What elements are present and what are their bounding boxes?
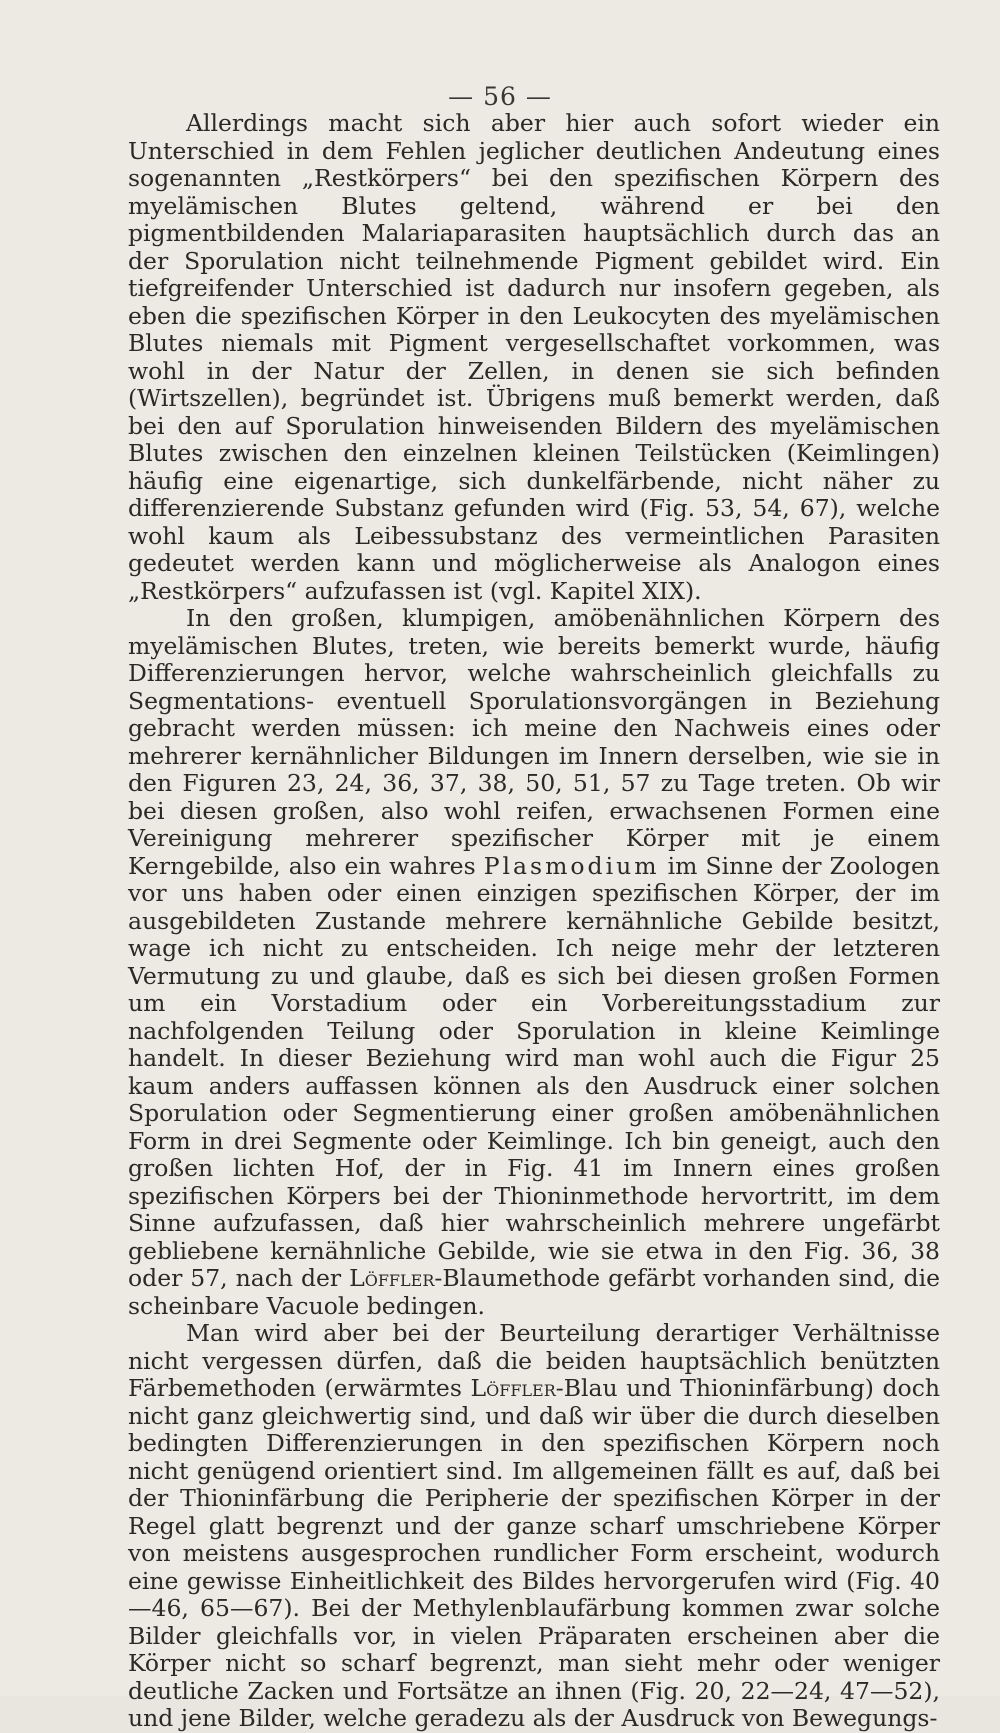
paragraph-1: [128, 110, 940, 605]
paragraph-2: [128, 605, 940, 1320]
paragraph-2-text-b: im Sinne der Zoologen vor uns haben oder einen einzigen spezifischen Körper, der im ausgebildeten Zustande mehrere kernähnliche Gebilde besitzt, wage ich nicht zu entscheiden. Ich neige mehr der letzteren Vermutung zu und glaube, daß es sich bei diesen großen Formen um ein Vorstadium oder ein Vorbereitungsstadium zur nachfolgenden Teilung oder Sporulation in kleine Keimlinge handelt. In dieser Beziehung wird man wohl auch die Figur 25 kaum anders auffassen können als den Ausdruck einer solchen Sporulation oder Segmentierung einer großen amöbenähnlichen Form in drei Segmente oder Keimlinge. Ich bin geneigt, auch den großen lichten Hof, der in Fig. 41 im Innern eines großen spezifischen Körpers bei der Thioninmethode hervortritt, im dem Sinne aufzufassen, daß hier wahrscheinlich mehrere ungefärbt gebliebene kernähnliche Gebilde, wie sie etwa in den Fig. 36, 38 oder 57, nach der: [128, 851, 940, 1292]
page-number: — 56 —: [448, 82, 552, 111]
author-name-loeffler: Löffler: [349, 1264, 435, 1292]
author-name-loeffler: Löffler: [470, 1374, 556, 1402]
paragraph-2-text-a: In den großen, klumpigen, amöbenähnlichen Körpern des myelämischen Blutes, treten, wie bereits bemerkt wurde, häufig Differenzierungen hervor, welche wahrscheinlich gleichfalls zu Segmentations- eventuell Sporulationsvorgängen in Beziehung gebracht werden müssen: ich meine den Nachweis eines oder mehrerer kernähnlicher Bildungen im Innern derselben, wie sie in den Figuren 23, 24, 36, 37, 38, 50, 51, 57 zu Tage treten. Ob wir bei diesen großen, also wohl reifen, erwachsenen Formen eine Vereinigung mehrerer spezifischer Körper mit je einem Kerngebilde, also ein wahres: [128, 604, 940, 880]
paragraph-1-text: Allerdings macht sich aber hier auch sofort wieder ein Unterschied in dem Fehlen jeglicher deutlichen Andeutung eines sogenannten „Restkörpers“ bei den spezifischen Körpern des myelämischen Blutes geltend, während er bei den pigmentbildenden Malariaparasiten hauptsächlich durch das an der Sporulation nicht teilnehmende Pigment gebildet wird. Ein tiefgreifender Unterschied ist dadurch nur insofern gegeben, als eben die spezifischen Körper in den Leukocyten des myelämischen Blutes niemals mit Pigment vergesellschaftet vorkommen, was wohl in der Natur der Zellen, in denen sie sich befinden (Wirtszellen), begründet ist. Übrigens muß bemerkt werden, daß bei den auf Sporulation hinweisenden Bildern des myelämischen Blutes zwischen den einzelnen kleinen Teilstücken (Keimlingen) häufig eine eigenartige, sich dunkelfärbende, nicht näher zu differenzierende Substanz gefunden wird (Fig. 53, 54, 67), welche wohl kaum als Leibessubstanz des vermeintlichen Parasiten gedeutet werden kann und möglicherweise als Analogon eines „Restkörpers“ aufzufassen ist (vgl. Kapitel XIX).: [128, 109, 940, 605]
paragraph-2-text-c: -Blaumethode gefärbt vorhanden sind, die scheinbare Vacuole bedingen.: [128, 1264, 940, 1320]
paragraph-3: [128, 1320, 940, 1733]
paragraph-3-text-a: Man wird aber bei der Beurteilung derartiger Verhältnisse nicht vergessen dürfen, daß die beiden hauptsächlich benützten Färbemethoden (erwärmtes: [128, 1319, 940, 1402]
body-text: [128, 110, 940, 1733]
paragraph-3-text-b: -Blau und Thioninfärbung) doch nicht ganz gleichwertig sind, und daß wir über die durch dieselben bedingten Differenzierungen in den spezifischen Körpern noch nicht genügend orientiert sind. Im allgemeinen fällt es auf, daß bei der Thioninfärbung die Peripherie der spezifischen Körper in der Regel glatt begrenzt und der ganze scharf umschriebene Körper von meistens ausgesprochen rundlicher Form erscheint, wodurch eine gewisse Einheitlichkeit des Bildes hervorgerufen wird (Fig. 40—46, 65—67). Bei der Methylenblaufärbung kommen zwar solche Bilder gleichfalls vor, in vielen Präparaten erscheinen aber die Körper nicht so scharf begrenzt, man sieht mehr oder weniger deutliche Zacken und Fortsätze an ihnen (Fig. 20, 22—24, 47—52), und jene Bilder, welche geradezu als der Ausdruck von Bewegungs-: [128, 1374, 941, 1732]
emphasis-plasmodium: Plasmodium: [483, 851, 660, 880]
